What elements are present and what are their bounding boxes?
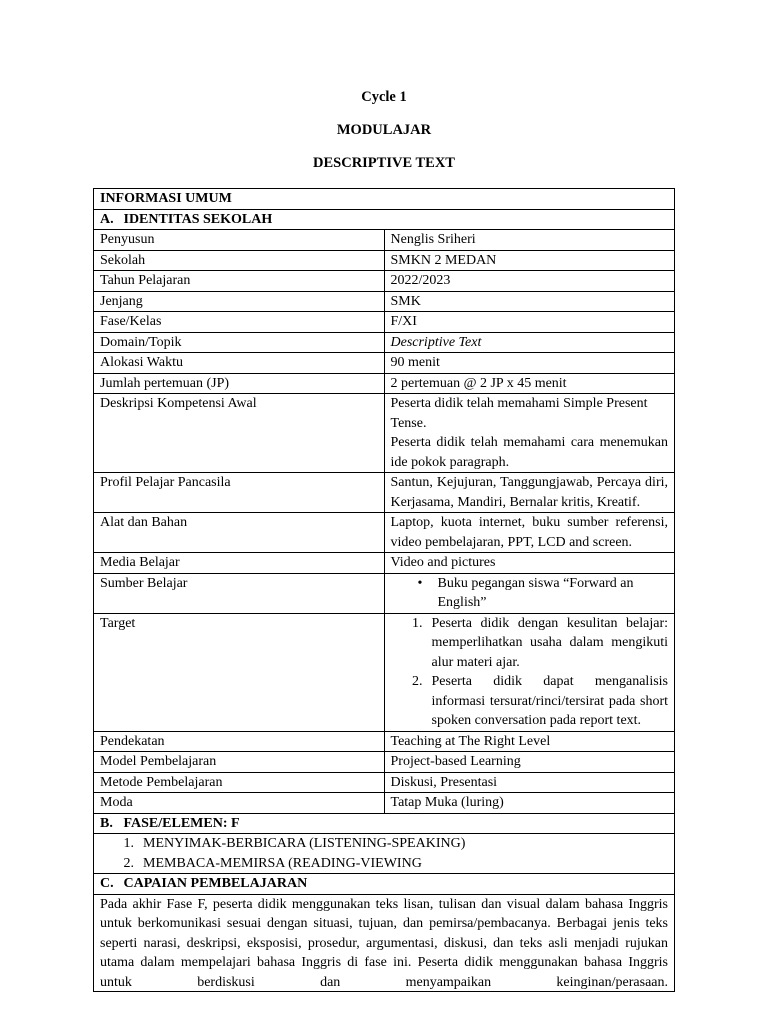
row-label: Domain/Topik bbox=[94, 332, 385, 353]
list-item-text: MENYIMAK-BERBICARA (LISTENING-SPEAKING) bbox=[143, 836, 466, 851]
fase-items-row bbox=[94, 834, 675, 874]
list-number: 2. bbox=[123, 855, 134, 871]
cycle-title: Cycle 1 bbox=[361, 89, 407, 105]
identitas-heading bbox=[94, 209, 675, 230]
table-row bbox=[94, 394, 675, 473]
row-value: Teaching at The Right Level bbox=[384, 731, 675, 752]
list-item-text: MEMBACA-MEMIRSA (READING-VIEWING bbox=[143, 855, 422, 871]
list-number: 1. bbox=[412, 615, 423, 631]
table-row bbox=[94, 573, 675, 613]
list-item bbox=[391, 614, 669, 673]
row-label: Penyusun bbox=[94, 230, 385, 251]
table-row bbox=[94, 553, 675, 574]
row-label: Sekolah bbox=[94, 250, 385, 271]
informasi-umum-heading: INFORMASI UMUM bbox=[94, 189, 675, 210]
fase-heading-row bbox=[94, 813, 675, 834]
row-value: Nenglis Sriheri bbox=[384, 230, 675, 251]
table-row bbox=[94, 513, 675, 553]
table-row bbox=[94, 271, 675, 292]
table-row bbox=[94, 230, 675, 251]
module-info-table bbox=[93, 188, 675, 992]
table-row bbox=[94, 752, 675, 773]
row-value: Santun, Kejujuran, Tanggungjawab, Percaya diri, Kerjasama, Mandiri, Bernalar kritis, Kreatif. bbox=[384, 473, 675, 513]
list-item bbox=[391, 574, 669, 613]
row-label: Moda bbox=[94, 793, 385, 814]
fase-heading bbox=[94, 813, 675, 834]
row-value bbox=[384, 613, 675, 731]
section-letter: C. bbox=[100, 876, 114, 891]
informasi-umum-row bbox=[94, 189, 675, 210]
deskripsi-line: Peserta didik telah memahami cara menemukan ide pokok paragraph. bbox=[390, 435, 668, 470]
row-label: Metode Pembelajaran bbox=[94, 772, 385, 793]
bullet-icon: • bbox=[417, 575, 423, 591]
module-title: MODULAJAR bbox=[336, 122, 432, 138]
row-label: Model Pembelajaran bbox=[94, 752, 385, 773]
row-value bbox=[384, 394, 675, 473]
row-label: Deskripsi Kompetensi Awal bbox=[94, 394, 385, 473]
identitas-heading-row bbox=[94, 209, 675, 230]
row-label: Alat dan Bahan bbox=[94, 513, 385, 553]
section-title: FASE/ELEMEN: F bbox=[123, 815, 240, 831]
capaian-heading-row bbox=[94, 874, 675, 895]
row-value: F/XI bbox=[384, 312, 675, 333]
list-number: 1. bbox=[123, 836, 134, 851]
table-row bbox=[94, 291, 675, 312]
list-number: 2. bbox=[412, 674, 423, 689]
row-value: Laptop, kuota internet, buku sumber referensi, video pembelajaran, PPT, LCD and screen. bbox=[384, 513, 675, 553]
table-row bbox=[94, 793, 675, 814]
row-label: Tahun Pelajaran bbox=[94, 271, 385, 292]
table-row bbox=[94, 731, 675, 752]
row-value: 2022/2023 bbox=[384, 271, 675, 292]
table-row bbox=[94, 373, 675, 394]
row-value: 90 menit bbox=[384, 353, 675, 374]
row-value: SMKN 2 MEDAN bbox=[384, 250, 675, 271]
row-value: 2 pertemuan @ 2 JP x 45 menit bbox=[384, 373, 675, 394]
capaian-paragraph: Pada akhir Fase F, peserta didik menggunakan teks lisan, tulisan dan visual dalam bahasa Inggris untuk berkomunikasi sesuai dengan situasi, tujuan, dan pemirsa/pembacanya. Berbagai jenis teks seperti narasi, deskripsi, eksposisi, prosedur, argumentasi, diskusi, dan teks asli menjadi rujukan utama dalam mempelajari bahasa Inggris di fase ini. Peserta didik menggunakan bahasa Inggris untuk berdiskusi dan menyampaikan keinginan/perasaan. bbox=[100, 896, 668, 990]
row-value: Descriptive Text bbox=[384, 332, 675, 353]
list-item-text: Peserta didik dengan kesulitan belajar: memperlihatkan usaha dalam mengikuti alur materi ajar. bbox=[431, 615, 668, 670]
row-label: Sumber Belajar bbox=[94, 573, 385, 613]
list-item bbox=[391, 672, 669, 731]
list-item bbox=[100, 834, 668, 854]
row-value: Diskusi, Presentasi bbox=[384, 772, 675, 793]
row-value: Tatap Muka (luring) bbox=[384, 793, 675, 814]
capaian-cell bbox=[94, 894, 675, 991]
table-row bbox=[94, 312, 675, 333]
row-label: Pendekatan bbox=[94, 731, 385, 752]
table-row bbox=[94, 250, 675, 271]
section-title: CAPAIAN PEMBELAJARAN bbox=[123, 876, 308, 891]
table-row bbox=[94, 473, 675, 513]
row-value: Project-based Learning bbox=[384, 752, 675, 773]
list-item bbox=[100, 854, 668, 874]
row-label: Alokasi Waktu bbox=[94, 353, 385, 374]
row-value bbox=[384, 573, 675, 613]
capaian-heading bbox=[94, 874, 675, 895]
table-row bbox=[94, 332, 675, 353]
row-value: Video and pictures bbox=[384, 553, 675, 574]
deskripsi-line: Peserta didik telah memahami Simple Present Tense. bbox=[390, 396, 648, 431]
row-value: SMK bbox=[384, 291, 675, 312]
table-row bbox=[94, 353, 675, 374]
section-letter: A. bbox=[100, 211, 114, 227]
row-label: Jenjang bbox=[94, 291, 385, 312]
row-label: Target bbox=[94, 613, 385, 731]
section-title: IDENTITAS SEKOLAH bbox=[123, 211, 273, 227]
capaian-text-row bbox=[94, 894, 675, 991]
topic-title: DESCRIPTIVE TEXT bbox=[313, 155, 455, 171]
row-label: Profil Pelajar Pancasila bbox=[94, 473, 385, 513]
list-item-text: Buku pegangan siswa “Forward an English” bbox=[437, 575, 634, 610]
section-letter: B. bbox=[100, 815, 113, 831]
row-label: Fase/Kelas bbox=[94, 312, 385, 333]
table-row bbox=[94, 613, 675, 731]
table-row bbox=[94, 772, 675, 793]
fase-items bbox=[94, 834, 675, 874]
row-label: Media Belajar bbox=[94, 553, 385, 574]
row-label: Jumlah pertemuan (JP) bbox=[94, 373, 385, 394]
list-item-text: Peserta didik dapat menganalisis informasi tersurat/rinci/tersirat pada short spoken conversation pada report text. bbox=[431, 674, 668, 728]
